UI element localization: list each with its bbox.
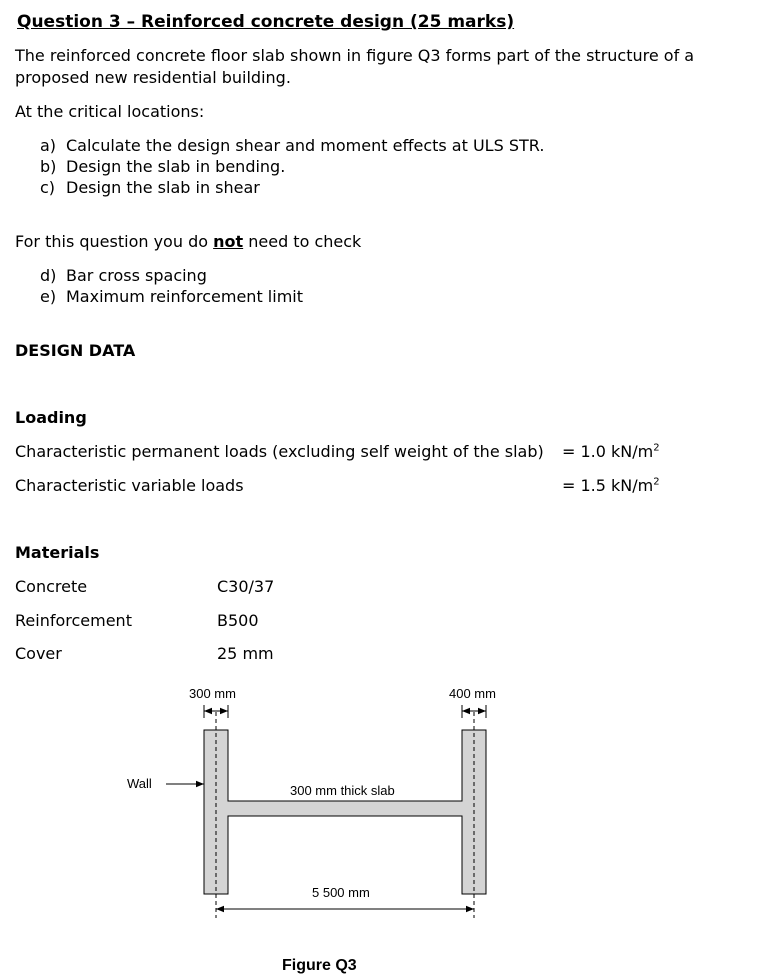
loading-title: Loading bbox=[15, 408, 87, 427]
list-item: a) Calculate the design shear and moment effects at ULS STR. bbox=[40, 136, 545, 155]
list-item: b) Design the slab in bending. bbox=[40, 157, 286, 176]
critical-locations-label: At the critical locations: bbox=[15, 102, 205, 121]
material-value-cover: 25 mm bbox=[217, 644, 274, 663]
emphasis-not: not bbox=[213, 232, 244, 251]
wall-label: Wall bbox=[127, 776, 152, 791]
wall-slab-outline bbox=[204, 730, 486, 894]
material-label-concrete: Concrete bbox=[15, 577, 88, 596]
slab-label: 300 mm thick slab bbox=[290, 783, 395, 798]
list-item: d) Bar cross spacing bbox=[40, 266, 207, 285]
intro-line-1: The reinforced concrete floor slab shown in figure Q3 forms part of the structure of a bbox=[15, 46, 695, 65]
permanent-load-value: = 1.0 $kN/m^2$ bbox=[562, 442, 660, 461]
variable-load-value: = 1.5 $kN/m^2$ bbox=[562, 476, 660, 495]
figure-caption: Figure Q3 bbox=[282, 957, 357, 974]
span-label: 5 500 mm bbox=[312, 885, 370, 900]
list-item: e) Maximum reinforcement limit bbox=[40, 287, 303, 306]
intro-line-2: proposed new residential building. bbox=[15, 68, 291, 87]
permanent-load-label: Characteristic permanent loads (excluding self weight of the slab) bbox=[15, 442, 544, 461]
material-value-concrete: C30/37 bbox=[217, 577, 275, 596]
design-data-title: DESIGN DATA bbox=[15, 341, 136, 360]
materials-title: Materials bbox=[15, 543, 100, 562]
material-label-reinforcement: Reinforcement bbox=[15, 611, 132, 630]
left-wall-thickness-label: 300 mm bbox=[189, 686, 236, 701]
list-item: c) Design the slab in shear bbox=[40, 178, 260, 197]
question-heading: Question 3 – Reinforced concrete design (25 marks) bbox=[17, 12, 515, 32]
no-check-sentence: For this question you do not need to check bbox=[15, 232, 362, 251]
material-value-reinforcement: B500 bbox=[217, 611, 259, 630]
right-wall-thickness-label: 400 mm bbox=[449, 686, 496, 701]
variable-load-label: Characteristic variable loads bbox=[15, 476, 244, 495]
material-label-cover: Cover bbox=[15, 644, 62, 663]
